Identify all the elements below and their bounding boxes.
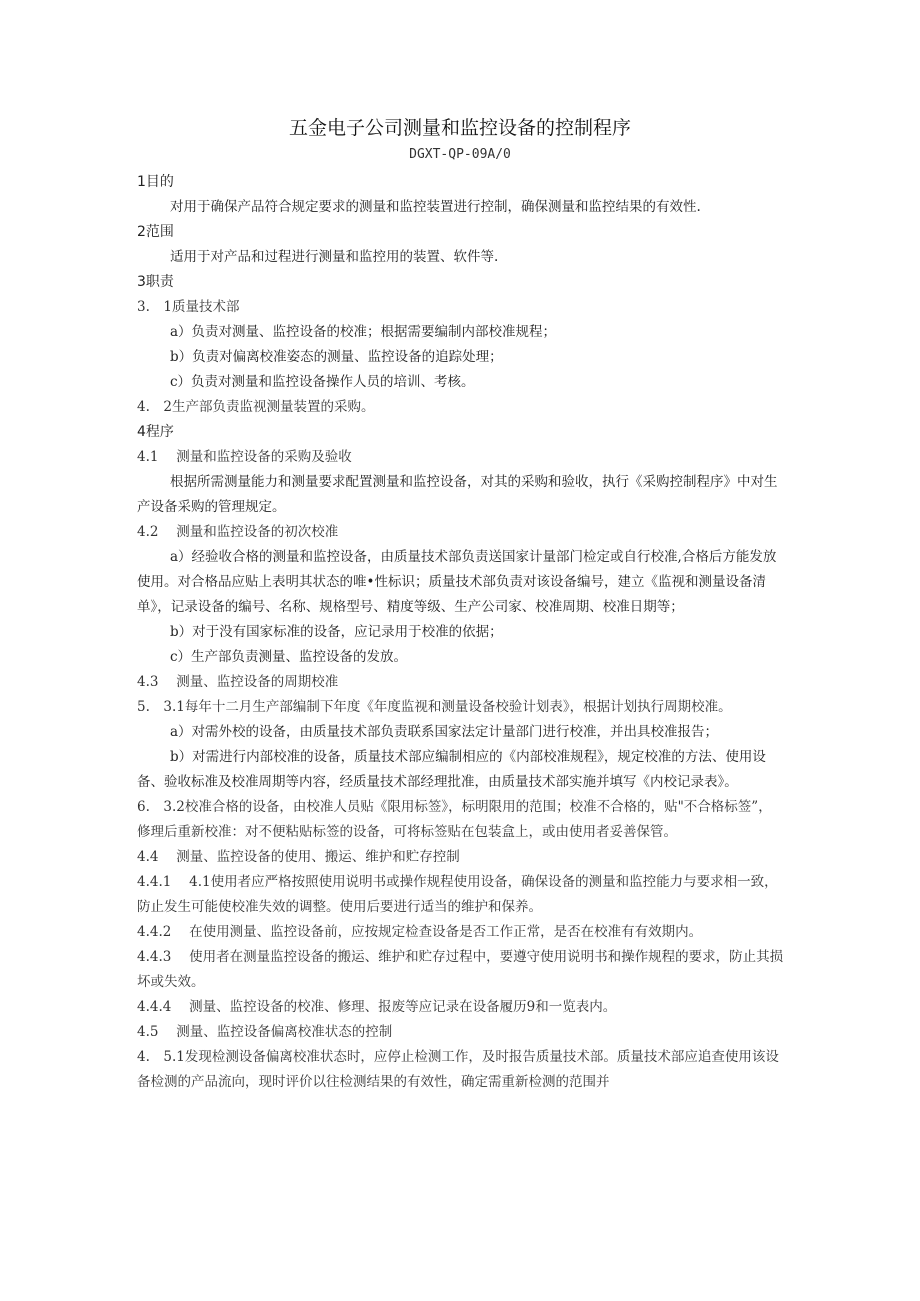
paragraph: 4.3 测量、监控设备的周期校准 — [137, 674, 339, 690]
paragraph: c）负责对测量和监控设备操作人员的培训、考核。 — [170, 374, 475, 390]
section-heading: 4程序 — [137, 424, 174, 440]
paragraph: 4. 5.1发现检测设备偏离校准状态时，应停止检测工作，及时报告质量技术部。质量技术部应追查使用该设备检测的产品流向，现时评价以往检测结果的有效性，确定需重新检测的范围并 — [137, 1049, 779, 1090]
paragraph: 4.4 测量、监控设备的使用、搬运、维护和贮存控制 — [137, 849, 460, 865]
paragraph: b）负责对偏离校准姿态的测量、监控设备的追踪处理； — [170, 349, 503, 365]
paragraph: c）生产部负责测量、监控设备的发放。 — [170, 649, 408, 665]
paragraph: 4.4.4 测量、监控设备的校准、修理、报废等应记录在设备履历9和一览表内。 — [137, 999, 617, 1015]
paragraph: 对用于确保产品符合规定要求的测量和监控装置进行控制，确保测量和监控结果的有效性. — [170, 199, 701, 215]
section-heading: 1目的 — [137, 174, 174, 190]
document-title: 五金电子公司测量和监控设备的控制程序 — [288, 117, 631, 139]
paragraph: 4.4.2 在使用测量、监控设备前，应按规定检查设备是否工作正常，是否在校准有有效期内。 — [137, 924, 703, 940]
paragraph: b）对需进行内部校准的设备，质量技术部应编制相应的《内部校准规程》，规定校准的方法、使用设备、验收标准及校准周期等内容，经质量技术部经理批准，由质量技术部实施并填写《内校记录表》。 — [137, 749, 766, 790]
paragraph: 4.2 测量和监控设备的初次校准 — [137, 524, 339, 540]
paragraph: 4.5 测量、监控设备偏离校准状态的控制 — [137, 1024, 393, 1040]
paragraph: b）对于没有国家标准的设备，应记录用于校准的依据； — [170, 624, 503, 640]
paragraph: 6. 3.2校准合格的设备，由校准人员贴《限用标签》，标明限用的范围；校准不合格的，贴"不合格标签”，修理后重新校准：对不便粘贴标签的设备，可将标签贴在包装盒上，或由使用者妥善保管。 — [137, 799, 772, 840]
paragraph: 4.4.1 4.1使用者应严格按照使用说明书或操作规程使用设备，确保设备的测量和监控能力与要求相一致，防止发生可能使校准失效的调整。使用后要进行适当的维护和保养。 — [137, 874, 778, 915]
paragraph: a）对需外校的设备，由质量技术部负责联系国家法定计量部门进行校准，并出具校准报告； — [170, 724, 719, 740]
paragraph: a）负责对测量、监控设备的校准；根据需要编制内部校准规程； — [170, 324, 557, 340]
paragraph: a）经验收合格的测量和监控设备，由质量技术部负责送国家计量部门检定或自行校准,合格后方能发放使用。对合格品应贴上表明其状态的唯•性标识；质量技术部负责对该设备编号，建立《监视和测量设备清单》，记录设备的编号、名称、规格型号、精度等级、生产公司家、校准周期、校准日期等； — [137, 549, 777, 615]
paragraph: 5. 3.1每年十二月生产部编制下年度《年度监视和测量设备校验计划表》，根据计划执行周期校准。 — [137, 699, 732, 715]
paragraph: 4. 2生产部负责监视测量装置的采购。 — [137, 399, 375, 415]
document-body — [137, 170, 785, 1095]
paragraph: 3. 1质量技术部 — [137, 299, 240, 315]
paragraph: 4.4.3 使用者在测量监控设备的搬运、维护和贮存过程中，要遵守使用说明书和操作规程的要求，防止其损坏或失效。 — [137, 949, 784, 990]
section-heading: 3职责 — [137, 274, 174, 290]
section-heading: 2范围 — [137, 224, 174, 240]
document-number: DGXT-QP-09A/0 — [409, 147, 511, 162]
paragraph: 适用于对产品和过程进行测量和监控用的装置、软件等. — [170, 249, 499, 265]
paragraph: 4.1 测量和监控设备的采购及验收 — [137, 449, 352, 465]
paragraph: 根据所需测量能力和测量要求配置测量和监控设备，对其的采购和验收，执行《采购控制程序》中对生产设备采购的管理规定。 — [137, 474, 778, 515]
